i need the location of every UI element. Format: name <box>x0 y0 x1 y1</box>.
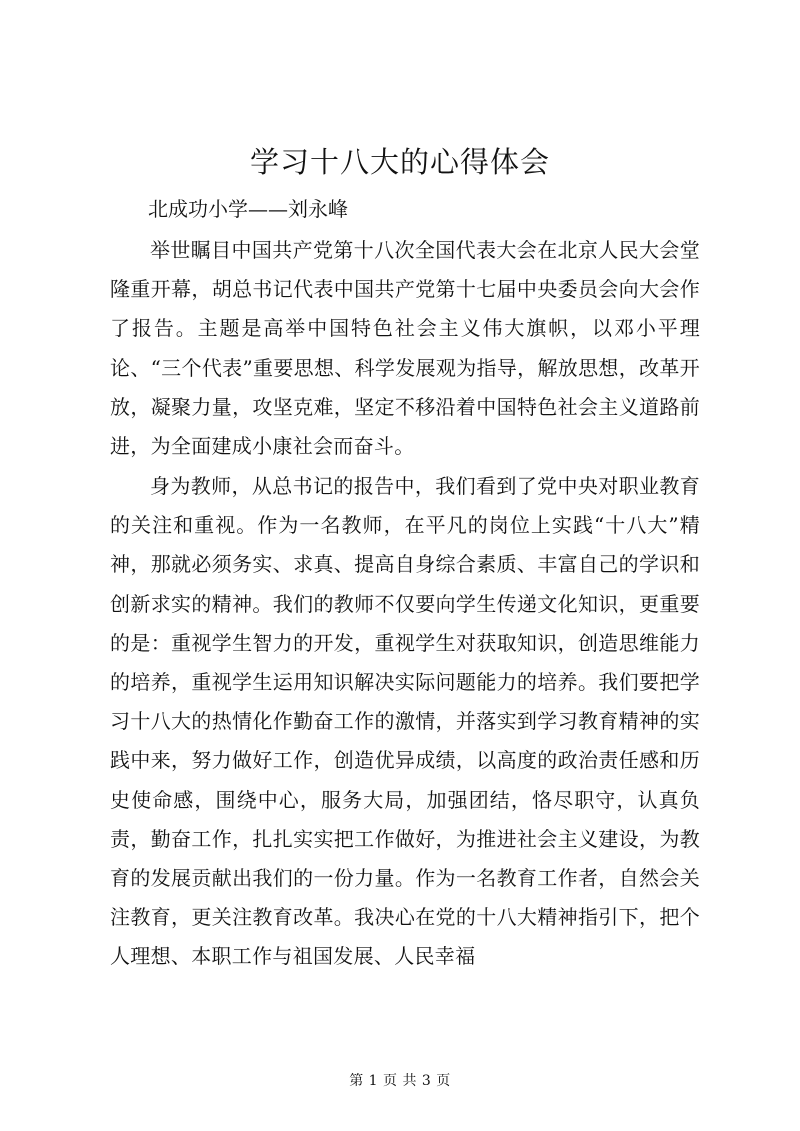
page-number: 第 1 页 共 3 页 <box>349 1073 451 1089</box>
author-line: 北成功小学——刘永峰 <box>148 197 348 221</box>
document-title: 学习十八大的心得体会 <box>249 145 550 179</box>
body-paragraph: 身为教师，从总书记的报告中，我们看到了党中央对职业教育的关注和重视。作为一名教师，在平凡的岗位上实践“十八大”精神，那就必须务实、求真、提高自身综合素质、丰富自己的学识和创新求实的精神。我们的教师不仅要向学生传递文化知识，更重要的是：重视学生智力的开发，重视学生对获取知识，创造思维能力的培养，重视学生运用知识解决实际问题能力的培养。我们要把学习十八大的热情化作勤奋工作的激情，并落实到学习教育精神的实践中来，努力做好工作，创造优异成绩，以高度的政治责任感和历史使命感，围绕中心，服务大局，加强团结，恪尽职守，认真负责，勤奋工作，扎扎实实把工作做好，为推进社会主义建设，为教育的发展贡献出我们的一份力量。作为一名教育工作者，自然会关注教育，更关注教育改革。我决心在党的十八大精神指引下，把个人理想、本职工作与祖国发展、人民幸福 <box>110 474 700 969</box>
body-paragraph: 举世瞩目中国共产党第十八次全国代表大会在北京人民大会堂隆重开幕，胡总书记代表中国共产党第十七届中央委员会向大会作了报告。主题是高举中国特色社会主义伟大旗帜，以邓小平理论、“三个代表”重要思想、科学发展观为指导，解放思想，改革开放，凝聚力量，攻坚克难，坚定不移沿着中国特色社会主义道路前进，为全面建成小康社会而奋斗。 <box>110 238 700 459</box>
